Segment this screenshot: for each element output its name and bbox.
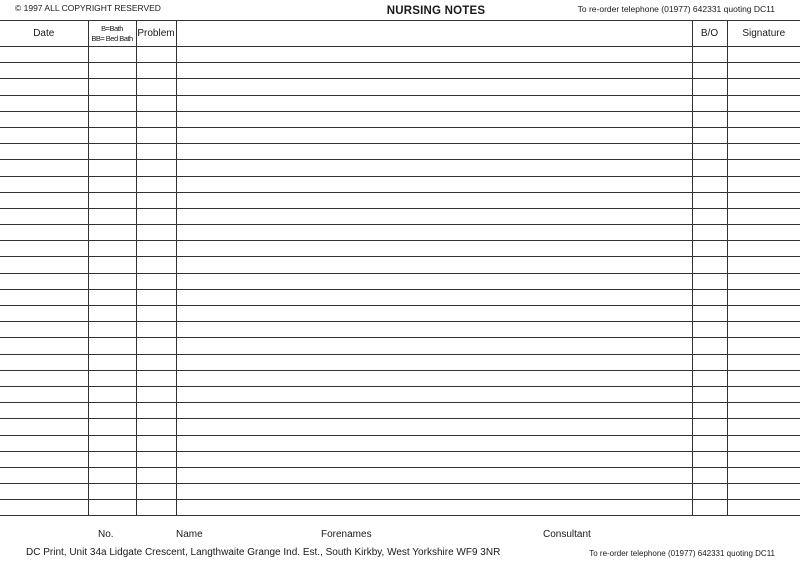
notes-cell[interactable]: [176, 176, 692, 192]
bath-cell[interactable]: [88, 225, 136, 241]
bath-cell[interactable]: [88, 95, 136, 111]
table-row: [0, 127, 800, 143]
bo-cell[interactable]: [692, 257, 727, 273]
bath-cell[interactable]: [88, 386, 136, 402]
date-cell[interactable]: [0, 289, 88, 305]
problem-cell[interactable]: [136, 95, 176, 111]
table-row: [0, 484, 800, 500]
table-row: [0, 435, 800, 451]
signature-cell[interactable]: [727, 435, 800, 451]
date-cell[interactable]: [0, 160, 88, 176]
bo-cell[interactable]: [692, 338, 727, 354]
notes-cell[interactable]: [176, 127, 692, 143]
problem-cell[interactable]: [136, 79, 176, 95]
bo-cell[interactable]: [692, 63, 727, 79]
signature-cell[interactable]: [727, 144, 800, 160]
bath-cell[interactable]: [88, 451, 136, 467]
bo-cell[interactable]: [692, 322, 727, 338]
date-cell[interactable]: [0, 257, 88, 273]
table-row: [0, 176, 800, 192]
bo-cell[interactable]: [692, 176, 727, 192]
table-row: [0, 111, 800, 127]
problem-cell[interactable]: [136, 160, 176, 176]
bath-cell[interactable]: [88, 467, 136, 483]
bath-cell[interactable]: [88, 47, 136, 63]
reorder-notice-top: To re-order telephone (01977) 642331 quoting DC11: [577, 4, 775, 14]
signature-cell[interactable]: [727, 192, 800, 208]
table-row: [0, 95, 800, 111]
signature-cell[interactable]: [727, 176, 800, 192]
table-body: [0, 47, 800, 516]
bo-cell[interactable]: [692, 289, 727, 305]
table-row: [0, 289, 800, 305]
bo-cell[interactable]: [692, 370, 727, 386]
problem-cell[interactable]: [136, 500, 176, 516]
bo-cell[interactable]: [692, 403, 727, 419]
signature-cell[interactable]: [727, 241, 800, 257]
table-header-row: [0, 21, 800, 47]
date-cell[interactable]: [0, 79, 88, 95]
notes-cell[interactable]: [176, 484, 692, 500]
problem-cell[interactable]: [136, 111, 176, 127]
date-cell[interactable]: [0, 63, 88, 79]
table-row: [0, 386, 800, 402]
bo-cell[interactable]: [692, 47, 727, 63]
signature-cell[interactable]: [727, 322, 800, 338]
notes-cell[interactable]: [176, 467, 692, 483]
forenames-label: Forenames: [321, 529, 372, 540]
bath-cell[interactable]: [88, 338, 136, 354]
problem-cell[interactable]: [136, 467, 176, 483]
bath-cell[interactable]: [88, 322, 136, 338]
notes-cell[interactable]: [176, 208, 692, 224]
date-cell[interactable]: [0, 127, 88, 143]
bo-cell[interactable]: [692, 127, 727, 143]
problem-cell[interactable]: [136, 144, 176, 160]
date-cell[interactable]: [0, 306, 88, 322]
date-cell[interactable]: [0, 500, 88, 516]
problem-cell[interactable]: [136, 257, 176, 273]
notes-cell[interactable]: [176, 403, 692, 419]
bath-cell[interactable]: [88, 273, 136, 289]
problem-cell[interactable]: [136, 419, 176, 435]
bath-cell[interactable]: [88, 127, 136, 143]
problem-cell[interactable]: [136, 176, 176, 192]
bo-cell[interactable]: [692, 386, 727, 402]
problem-cell[interactable]: [136, 484, 176, 500]
table-row: [0, 338, 800, 354]
date-cell[interactable]: [0, 403, 88, 419]
bath-cell[interactable]: [88, 403, 136, 419]
problem-cell[interactable]: [136, 451, 176, 467]
date-cell[interactable]: [0, 354, 88, 370]
bo-cell[interactable]: [692, 273, 727, 289]
date-cell[interactable]: [0, 111, 88, 127]
table-row: [0, 467, 800, 483]
date-cell[interactable]: [0, 47, 88, 63]
table-row: [0, 370, 800, 386]
column-header-date: Date: [0, 21, 88, 47]
printer-address: DC Print, Unit 34a Lidgate Crescent, Langthwaite Grange Ind. Est., South Kirkby, West Yorkshire WF9 3NR: [26, 547, 501, 558]
signature-cell[interactable]: [727, 338, 800, 354]
bo-cell[interactable]: [692, 451, 727, 467]
signature-cell[interactable]: [727, 370, 800, 386]
signature-cell[interactable]: [727, 111, 800, 127]
notes-cell[interactable]: [176, 257, 692, 273]
problem-cell[interactable]: [136, 289, 176, 305]
bo-cell[interactable]: [692, 95, 727, 111]
date-cell[interactable]: [0, 225, 88, 241]
signature-cell[interactable]: [727, 306, 800, 322]
problem-cell[interactable]: [136, 63, 176, 79]
table-row: [0, 241, 800, 257]
notes-cell[interactable]: [176, 435, 692, 451]
notes-cell[interactable]: [176, 451, 692, 467]
notes-cell[interactable]: [176, 111, 692, 127]
copyright-notice: © 1997 ALL COPYRIGHT RESERVED: [15, 3, 161, 13]
date-cell[interactable]: [0, 241, 88, 257]
problem-cell[interactable]: [136, 386, 176, 402]
date-cell[interactable]: [0, 273, 88, 289]
signature-cell[interactable]: [727, 484, 800, 500]
table-row: [0, 273, 800, 289]
signature-cell[interactable]: [727, 354, 800, 370]
date-cell[interactable]: [0, 95, 88, 111]
problem-cell[interactable]: [136, 241, 176, 257]
date-cell[interactable]: [0, 484, 88, 500]
table-row: [0, 306, 800, 322]
signature-cell[interactable]: [727, 419, 800, 435]
bo-cell[interactable]: [692, 241, 727, 257]
bath-cell[interactable]: [88, 192, 136, 208]
patient-name-label: Name: [176, 529, 203, 540]
bath-cell[interactable]: [88, 484, 136, 500]
date-cell[interactable]: [0, 338, 88, 354]
date-cell[interactable]: [0, 467, 88, 483]
bo-cell[interactable]: [692, 208, 727, 224]
notes-cell[interactable]: [176, 225, 692, 241]
signature-cell[interactable]: [727, 451, 800, 467]
date-cell[interactable]: [0, 192, 88, 208]
table-row: [0, 208, 800, 224]
notes-cell[interactable]: [176, 419, 692, 435]
notes-cell[interactable]: [176, 192, 692, 208]
table-row: [0, 451, 800, 467]
column-header-problem: Problem: [136, 21, 176, 47]
notes-cell[interactable]: [176, 47, 692, 63]
notes-cell[interactable]: [176, 306, 692, 322]
bo-cell[interactable]: [692, 111, 727, 127]
column-header-bo: B/O: [692, 21, 727, 47]
problem-cell[interactable]: [136, 322, 176, 338]
problem-cell[interactable]: [136, 273, 176, 289]
date-cell[interactable]: [0, 435, 88, 451]
problem-cell[interactable]: [136, 403, 176, 419]
bed-bath-key-line: BB= Bed Bath: [91, 33, 133, 43]
table-row: [0, 63, 800, 79]
table-row: [0, 419, 800, 435]
problem-cell[interactable]: [136, 370, 176, 386]
notes-cell[interactable]: [176, 322, 692, 338]
signature-cell[interactable]: [727, 403, 800, 419]
notes-cell[interactable]: [176, 241, 692, 257]
nursing-notes-table: [0, 20, 800, 516]
problem-cell[interactable]: [136, 47, 176, 63]
bo-cell[interactable]: [692, 500, 727, 516]
table-row: [0, 160, 800, 176]
problem-cell[interactable]: [136, 192, 176, 208]
bath-cell[interactable]: [88, 208, 136, 224]
notes-cell[interactable]: [176, 338, 692, 354]
bo-cell[interactable]: [692, 419, 727, 435]
signature-cell[interactable]: [727, 208, 800, 224]
table-row: [0, 354, 800, 370]
bath-cell[interactable]: [88, 354, 136, 370]
problem-cell[interactable]: [136, 435, 176, 451]
bo-cell[interactable]: [692, 354, 727, 370]
date-cell[interactable]: [0, 176, 88, 192]
column-header-bath: [88, 21, 136, 47]
bo-cell[interactable]: [692, 484, 727, 500]
notes-cell[interactable]: [176, 500, 692, 516]
signature-cell[interactable]: [727, 467, 800, 483]
patient-number-label: No.: [98, 529, 114, 540]
signature-cell[interactable]: [727, 127, 800, 143]
date-cell[interactable]: [0, 451, 88, 467]
table-row: [0, 322, 800, 338]
notes-cell[interactable]: [176, 160, 692, 176]
signature-cell[interactable]: [727, 225, 800, 241]
bath-cell[interactable]: [88, 111, 136, 127]
bo-cell[interactable]: [692, 435, 727, 451]
bath-cell[interactable]: [88, 241, 136, 257]
bath-key-line: B=Bath: [101, 23, 123, 33]
column-header-signature: Signature: [727, 21, 800, 47]
table-row: [0, 144, 800, 160]
bath-cell[interactable]: [88, 435, 136, 451]
problem-cell[interactable]: [136, 225, 176, 241]
table-row: [0, 225, 800, 241]
column-header-notes: [176, 21, 692, 47]
bath-cell[interactable]: [88, 176, 136, 192]
bo-cell[interactable]: [692, 144, 727, 160]
bath-cell[interactable]: [88, 257, 136, 273]
signature-cell[interactable]: [727, 47, 800, 63]
date-cell[interactable]: [0, 419, 88, 435]
notes-cell[interactable]: [176, 144, 692, 160]
notes-cell[interactable]: [176, 95, 692, 111]
notes-cell[interactable]: [176, 354, 692, 370]
bo-cell[interactable]: [692, 160, 727, 176]
date-cell[interactable]: [0, 386, 88, 402]
problem-cell[interactable]: [136, 338, 176, 354]
bath-cell[interactable]: [88, 63, 136, 79]
bo-cell[interactable]: [692, 225, 727, 241]
signature-cell[interactable]: [727, 273, 800, 289]
table-row: [0, 47, 800, 63]
bo-cell[interactable]: [692, 467, 727, 483]
signature-cell[interactable]: [727, 95, 800, 111]
notes-cell[interactable]: [176, 289, 692, 305]
bath-cell[interactable]: [88, 500, 136, 516]
notes-cell[interactable]: [176, 386, 692, 402]
bath-cell[interactable]: [88, 306, 136, 322]
signature-cell[interactable]: [727, 257, 800, 273]
bo-cell[interactable]: [692, 192, 727, 208]
signature-cell[interactable]: [727, 500, 800, 516]
notes-cell[interactable]: [176, 63, 692, 79]
date-cell[interactable]: [0, 322, 88, 338]
table-row: [0, 403, 800, 419]
signature-cell[interactable]: [727, 63, 800, 79]
problem-cell[interactable]: [136, 127, 176, 143]
bath-cell[interactable]: [88, 289, 136, 305]
date-cell[interactable]: [0, 370, 88, 386]
bo-cell[interactable]: [692, 306, 727, 322]
signature-cell[interactable]: [727, 79, 800, 95]
bath-cell[interactable]: [88, 419, 136, 435]
signature-cell[interactable]: [727, 386, 800, 402]
problem-cell[interactable]: [136, 354, 176, 370]
table-row: [0, 500, 800, 516]
table-row: [0, 192, 800, 208]
notes-cell[interactable]: [176, 370, 692, 386]
table-row: [0, 79, 800, 95]
signature-cell[interactable]: [727, 289, 800, 305]
consultant-label: Consultant: [543, 529, 591, 540]
date-cell[interactable]: [0, 208, 88, 224]
bath-cell[interactable]: [88, 160, 136, 176]
bo-cell[interactable]: [692, 79, 727, 95]
bath-cell[interactable]: [88, 79, 136, 95]
table-row: [0, 257, 800, 273]
notes-cell[interactable]: [176, 273, 692, 289]
page-title: NURSING NOTES: [386, 5, 486, 17]
problem-cell[interactable]: [136, 208, 176, 224]
date-cell[interactable]: [0, 144, 88, 160]
problem-cell[interactable]: [136, 306, 176, 322]
bath-cell[interactable]: [88, 144, 136, 160]
notes-cell[interactable]: [176, 79, 692, 95]
reorder-notice-bottom: To re-order telephone (01977) 642331 quoting DC11: [589, 549, 775, 558]
bath-cell[interactable]: [88, 370, 136, 386]
signature-cell[interactable]: [727, 160, 800, 176]
